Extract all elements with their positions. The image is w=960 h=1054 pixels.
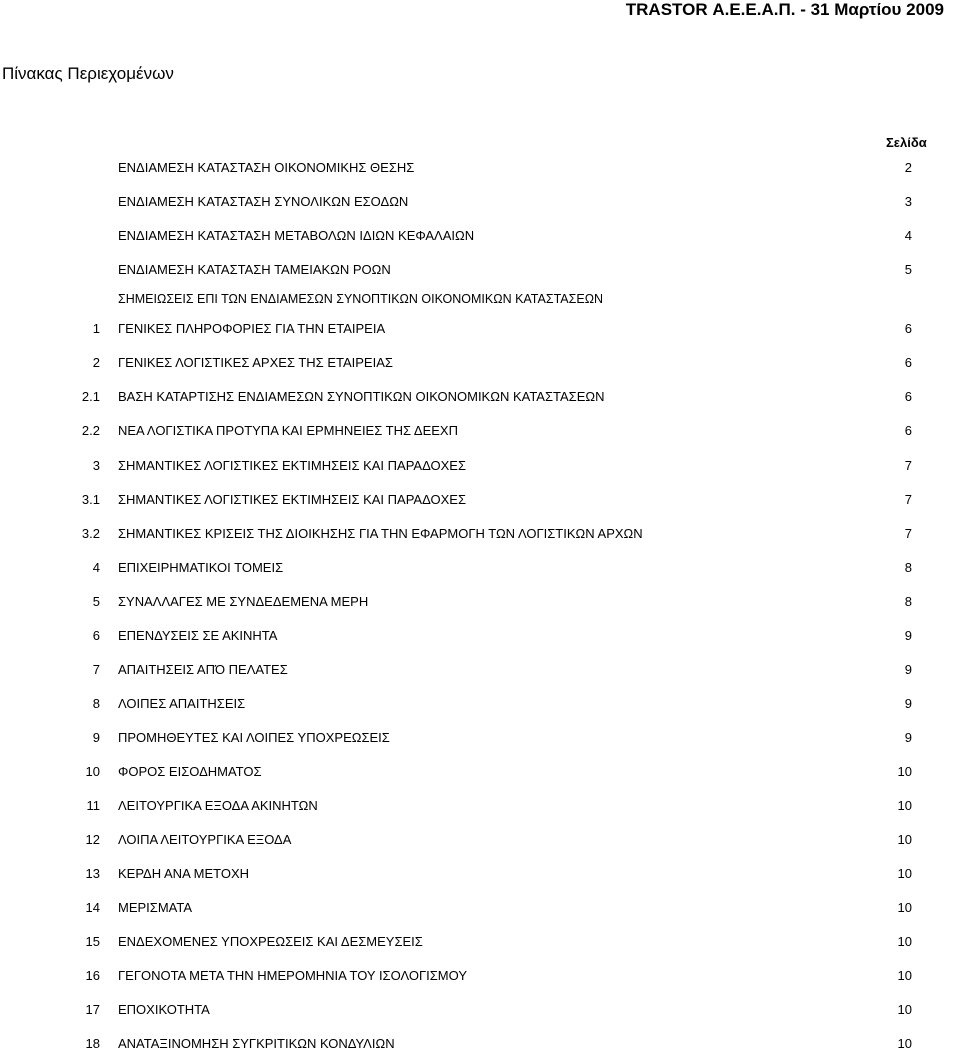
toc-entry-number: 5 xyxy=(92,594,100,609)
toc-entry[interactable] xyxy=(0,456,960,476)
toc-entry-page: 8 xyxy=(904,594,912,609)
toc-entry-number: 2.2 xyxy=(81,423,100,438)
toc-entry[interactable] xyxy=(0,524,960,544)
toc-entry[interactable] xyxy=(0,353,960,373)
toc-entry-page: 10 xyxy=(897,1002,912,1017)
toc-entry-number: 17 xyxy=(85,1002,100,1017)
toc-entry[interactable] xyxy=(0,966,960,986)
toc-entry[interactable] xyxy=(0,932,960,952)
toc-entry-number: 15 xyxy=(85,934,100,949)
toc-entry-page: 3 xyxy=(904,194,912,209)
toc-entry-page: 6 xyxy=(904,389,912,404)
toc-entry-page: 9 xyxy=(904,696,912,711)
toc-entry[interactable] xyxy=(0,1034,960,1054)
toc-entry-label: ΑΝΑΤΑΞΙΝΟΜΗΣΗ ΣΥΓΚΡΙΤΙΚΩΝ ΚΟΝΔΥΛΙΩΝ xyxy=(118,1036,395,1051)
toc-entry-label: ΛΟΙΠΕΣ ΑΠΑΙΤΗΣΕΙΣ xyxy=(118,696,246,711)
toc-entry[interactable] xyxy=(0,1000,960,1020)
document-header: TRASTOR Α.Ε.Ε.Α.Π. - 31 Μαρτίου 2009 xyxy=(625,0,944,19)
toc-entry[interactable] xyxy=(0,158,960,178)
toc-entry-number: 10 xyxy=(85,764,100,779)
toc-entry-page: 10 xyxy=(897,832,912,847)
toc-entry-label: ΣΥΝΑΛΛΑΓΕΣ ΜΕ ΣΥΝΔΕΔΕΜΕΝΑ ΜΕΡΗ xyxy=(118,594,369,609)
toc-entry-label: ΕΠΕΝΔΥΣΕΙΣ ΣΕ ΑΚΙΝΗΤΑ xyxy=(118,628,278,643)
toc-entry-label: ΜΕΡΙΣΜΑΤΑ xyxy=(118,900,193,915)
toc-entry[interactable] xyxy=(0,864,960,884)
toc-entry-label: ΛΟΙΠΑ ΛΕΙΤΟΥΡΓΙΚΑ ΕΞΟΔΑ xyxy=(118,832,292,847)
toc-entry-label: ΓΕΝΙΚΕΣ ΠΛΗΡΟΦΟΡΙΕΣ ΓΙΑ ΤΗΝ ΕΤΑΙΡΕΙΑ xyxy=(118,321,386,336)
toc-entry-page: 9 xyxy=(904,730,912,745)
toc-entry-number: 16 xyxy=(85,968,100,983)
toc-entry[interactable] xyxy=(0,728,960,748)
toc-entry-number: 6 xyxy=(92,628,100,643)
toc-entry-page: 4 xyxy=(904,228,912,243)
toc-entry-page: 10 xyxy=(897,764,912,779)
toc-entry-number: 13 xyxy=(85,866,100,881)
toc-entry-number: 18 xyxy=(85,1036,100,1051)
toc-entry-label: ΕΝΔΕΧΟΜΕΝΕΣ ΥΠΟΧΡΕΩΣΕΙΣ ΚΑΙ ΔΕΣΜΕΥΣΕΙΣ xyxy=(118,934,423,949)
toc-entry-label: ΠΡΟΜΗΘΕΥΤΕΣ ΚΑΙ ΛΟΙΠΕΣ ΥΠΟΧΡΕΩΣΕΙΣ xyxy=(118,730,390,745)
toc-entry-label: ΓΕΝΙΚΕΣ ΛΟΓΙΣΤΙΚΕΣ ΑΡΧΕΣ ΤΗΣ ΕΤΑΙΡΕΙΑΣ xyxy=(118,355,393,370)
toc-entry-page: 10 xyxy=(897,866,912,881)
toc-entry-page: 7 xyxy=(904,526,912,541)
toc-entry[interactable] xyxy=(0,192,960,212)
toc-entry[interactable] xyxy=(0,387,960,407)
toc-entry[interactable] xyxy=(0,592,960,612)
toc-entry-label: ΕΝΔΙΑΜΕΣΗ ΚΑΤΑΣΤΑΣΗ ΜΕΤΑΒΟΛΩΝ ΙΔΙΩΝ ΚΕΦΑΛΑΙΩΝ xyxy=(118,228,475,243)
toc-entry[interactable] xyxy=(0,490,960,510)
toc-entry-label: ΣΗΜΑΝΤΙΚΕΣ ΛΟΓΙΣΤΙΚΕΣ ΕΚΤΙΜΗΣΕΙΣ ΚΑΙ ΠΑΡΑΔΟΧΕΣ xyxy=(118,458,466,473)
toc-entry-label: ΣΗΜΕΙΩΣΕΙΣ ΕΠΙ ΤΩΝ ΕΝΔΙΑΜΕΣΩΝ ΣΥΝΟΠΤΙΚΩΝ ΟΙΚΟΝΟΜΙΚΩΝ ΚΑΤΑΣΤΑΣΕΩΝ xyxy=(118,292,604,306)
toc-entry-label: ΕΝΔΙΑΜΕΣΗ ΚΑΤΑΣΤΑΣΗ ΟΙΚΟΝΟΜΙΚΗΣ ΘΕΣΗΣ xyxy=(118,160,415,175)
toc-entry[interactable] xyxy=(0,830,960,850)
toc-entry[interactable] xyxy=(0,660,960,680)
toc-entry-page: 10 xyxy=(897,1036,912,1051)
toc-entry-number: 2 xyxy=(92,355,100,370)
toc-entry[interactable] xyxy=(0,626,960,646)
toc-entry[interactable] xyxy=(0,898,960,918)
toc-entry-page: 2 xyxy=(904,160,912,175)
toc-entry-label: ΣΗΜΑΝΤΙΚΕΣ ΛΟΓΙΣΤΙΚΕΣ ΕΚΤΙΜΗΣΕΙΣ ΚΑΙ ΠΑΡΑΔΟΧΕΣ xyxy=(118,492,466,507)
toc-entry[interactable] xyxy=(0,796,960,816)
toc-entry-number: 14 xyxy=(85,900,100,915)
page-column-header: Σελίδα xyxy=(886,135,927,150)
toc-entry-number: 3.1 xyxy=(81,492,100,507)
toc-entry-number: 3 xyxy=(92,458,100,473)
toc-entry-number: 2.1 xyxy=(81,389,100,404)
toc-entry-label: ΦΟΡΟΣ ΕΙΣΟΔΗΜΑΤΟΣ xyxy=(118,764,262,779)
toc-entry-label: ΒΑΣΗ ΚΑΤΑΡΤΙΣΗΣ ΕΝΔΙΑΜΕΣΩΝ ΣΥΝΟΠΤΙΚΩΝ ΟΙΚΟΝΟΜΙΚΩΝ ΚΑΤΑΣΤΑΣΕΩΝ xyxy=(118,389,605,404)
toc-entry-page: 10 xyxy=(897,900,912,915)
toc-entry-number: 7 xyxy=(92,662,100,677)
toc-entry[interactable] xyxy=(0,694,960,714)
toc-entry-number: 3.2 xyxy=(81,526,100,541)
toc-entry[interactable] xyxy=(0,226,960,246)
toc-entry-page: 10 xyxy=(897,798,912,813)
toc-entry-page: 7 xyxy=(904,458,912,473)
toc-title: Πίνακας Περιεχομένων xyxy=(2,64,174,83)
toc-entry-label: ΣΗΜΑΝΤΙΚΕΣ ΚΡΙΣΕΙΣ ΤΗΣ ΔΙΟΙΚΗΣΗΣ ΓΙΑ ΤΗΝ ΕΦΑΡΜΟΓΗ ΤΩΝ ΛΟΓΙΣΤΙΚΩΝ ΑΡΧΩΝ xyxy=(118,526,643,541)
toc-entry-label: ΑΠΑΙΤΗΣΕΙΣ ΑΠΌ ΠΕΛΑΤΕΣ xyxy=(118,662,288,677)
toc-entry-number: 11 xyxy=(86,798,100,813)
toc-entry[interactable] xyxy=(0,289,960,309)
toc-entry-page: 9 xyxy=(904,662,912,677)
toc-entry[interactable] xyxy=(0,421,960,441)
toc-entry-page: 6 xyxy=(904,355,912,370)
toc-entry-number: 1 xyxy=(92,321,100,336)
toc-entry-label: ΕΠΟΧΙΚΟΤΗΤΑ xyxy=(118,1002,210,1017)
toc-entry[interactable] xyxy=(0,260,960,280)
toc-entry-page: 6 xyxy=(904,321,912,336)
toc-entry-label: ΚΕΡΔΗ ΑΝΑ ΜΕΤΟΧΗ xyxy=(118,866,250,881)
toc-entry-label: ΓΕΓΟΝΟΤΑ ΜΕΤΑ ΤΗΝ ΗΜΕΡΟΜΗΝΙΑ ΤΟΥ ΙΣΟΛΟΓΙΣΜΟΥ xyxy=(118,968,467,983)
toc-entry-number: 9 xyxy=(92,730,100,745)
toc-entry-number: 4 xyxy=(92,560,100,575)
toc-entry[interactable] xyxy=(0,319,960,339)
toc-entry-label: ΛΕΙΤΟΥΡΓΙΚΑ ΕΞΟΔΑ ΑΚΙΝΗΤΩΝ xyxy=(118,798,318,813)
toc-entry[interactable] xyxy=(0,762,960,782)
toc-entry-page: 9 xyxy=(904,628,912,643)
toc-entry-label: ΕΠΙΧΕΙΡΗΜΑΤΙΚΟΙ ΤΟΜΕΙΣ xyxy=(118,560,284,575)
toc-entry-page: 10 xyxy=(897,934,912,949)
toc-entry-page: 7 xyxy=(904,492,912,507)
toc-entry-page: 10 xyxy=(897,968,912,983)
toc-entry-page: 5 xyxy=(904,262,912,277)
toc-entry[interactable] xyxy=(0,558,960,578)
toc-entry-number: 12 xyxy=(85,832,100,847)
toc-entry-label: ΕΝΔΙΑΜΕΣΗ ΚΑΤΑΣΤΑΣΗ ΤΑΜΕΙΑΚΩΝ ΡΟΩΝ xyxy=(118,262,391,277)
toc-entry-number: 8 xyxy=(92,696,100,711)
toc-entry-page: 6 xyxy=(904,423,912,438)
toc-entry-page: 8 xyxy=(904,560,912,575)
toc-entry-label: ΝΕΑ ΛΟΓΙΣΤΙΚΑ ΠΡΟΤΥΠΑ ΚΑΙ ΕΡΜΗΝΕΙΕΣ ΤΗΣ ΔΕΕΧΠ xyxy=(118,423,458,438)
toc-entry-label: ΕΝΔΙΑΜΕΣΗ ΚΑΤΑΣΤΑΣΗ ΣΥΝΟΛΙΚΩΝ ΕΣΟΔΩΝ xyxy=(118,194,409,209)
